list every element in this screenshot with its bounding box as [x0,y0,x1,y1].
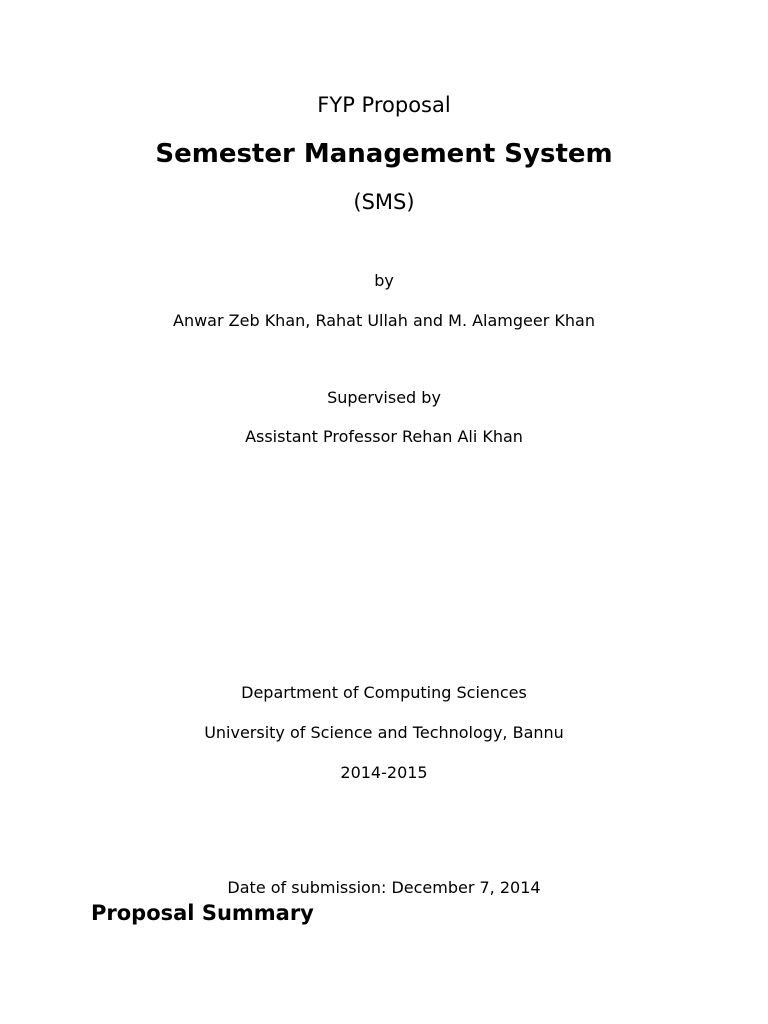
document-type: FYP Proposal [317,93,451,117]
supervised-by-label: Supervised by [327,388,441,407]
supervisor-name: Assistant Professor Rehan Ali Khan [245,427,523,446]
project-abbreviation: (SMS) [353,190,415,214]
project-title: Semester Management System [155,139,613,169]
submission-date: Date of submission: December 7, 2014 [227,878,541,897]
authors: Anwar Zeb Khan, Rahat Ullah and M. Alamgeer Khan [173,311,595,330]
department-name: Department of Computing Sciences [241,683,527,702]
by-label: by [374,271,394,290]
academic-session: 2014-2015 [340,763,428,782]
section-heading-proposal-summary: Proposal Summary [91,901,314,925]
university-name: University of Science and Technology, Bannu [204,723,564,742]
